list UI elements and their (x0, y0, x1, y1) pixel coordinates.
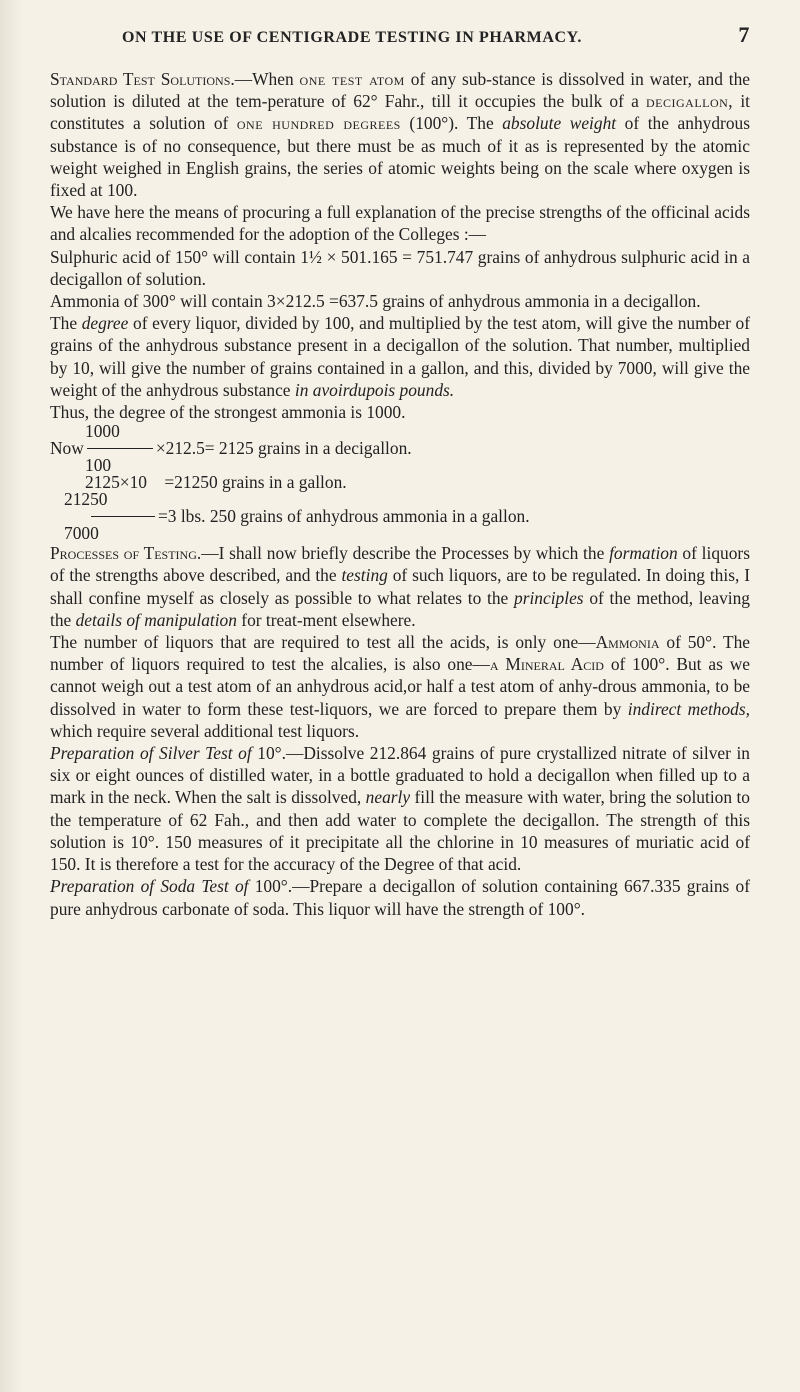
calc-now: Now (50, 438, 84, 459)
fraction-numerator-1000: 1000 (85, 421, 120, 442)
running-header (122, 22, 750, 48)
paragraph-degree-rule: The degree of every liquor, divided by 100, and multiplied by the test atom, will give the number of grains of the anhydrous substance present in a decigallon of the solution. That number, multiplied by 10, will give the number of grains contained in a gallon, and this, divided by 7000, will give the weight of the anhydrous substance in avoirdupois pounds. (50, 313, 750, 400)
calc-decigallon: ×212.5= 2125 grains in a decigallon. (155, 438, 412, 459)
paragraph-processes-of-testing: Processes of Testing.—I shall now briefly describe the Processes by which the formation of liquors of the strengths above described, and the testing of such liquors, are to be regulated. In doing this, I shall confine myself as closely as possible to what relates to the principles of the method, leaving the details of manipulation for treat-ment elsewhere. (50, 543, 750, 630)
fraction-numerator-21250: 21250 (64, 489, 108, 510)
page-body (50, 68, 750, 920)
fraction-denominator-100: 100 (85, 455, 112, 476)
page-gutter-shadow (0, 0, 22, 1392)
paragraph-sulphuric-acid: Sulphuric acid of 150° will contain 1½ × 501.165 = 751.747 grains of anhydrous sulphuric acid in a decigallon of solution. (50, 246, 750, 289)
paragraph-number-of-liquors: The number of liquors that are required to test all the acids, is only one—Ammonia of 50°. The number of liquors required to test the alcalies, is also one—a Mineral Acid of 100°. But as we cannot weigh out a test atom of an anhydrous acid,or half a test atom of anhy-drous ammonia, to be dissolved in water to form these test-liquors, we are forced to prepare them by indirect methods, which require several additional test liquors. (50, 632, 750, 741)
paragraph-silver-test: Preparation of Silver Test of 10°.—Dissolve 212.864 grains of pure crystallized nitrate of silver in six or eight ounces of distilled water, in a bottle graduated to hold a decigallon when filled up to a mark in the neck. When the salt is dissolved, nearly fill the measure with water, bring the solution to the temperature of 62 Fah., and then add water to complete the decigallon. The strength of this solution is 10°. 150 measures of it precipitate all the chlorine in 10 measures of muriatic acid of 150. It is therefore a test for the accuracy of the Degree of that acid. (50, 743, 750, 875)
paragraph-ammonia: Ammonia of 300° will contain 3×212.5 =637.5 grains of anhydrous ammonia in a decigallon. (50, 291, 701, 312)
fraction-bar-1 (87, 448, 153, 449)
fraction-denominator-7000: 7000 (64, 523, 99, 544)
section-heading-processes-of-testing: Processes of Testing. (50, 543, 202, 564)
paragraph-soda-test: Preparation of Soda Test of 100°.—Prepare a decigallon of solution containing 667.335 grains of pure anhydrous carbonate of soda. This liquor will have the strength of 100°. (50, 876, 750, 919)
paragraph-standard-test-solutions: Standard Test Solutions.—When one test atom of any sub-stance is dissolved in water, and the solution is diluted at the tem-perature of 62° Fahr., till it occupies the bulk of a decigallon, it constitutes a solution of one hundred degrees (100°). The absolute weight of the anhydrous substance is of no consequence, but there must be as much of it as is represented by the atomic weight weighed in English grains, the series of atomic weights being on the scale where oxygen is fixed at 100. (50, 69, 751, 201)
fraction-bar-2 (91, 516, 155, 517)
calc-gallon: 2125×10 =21250 grains in a gallon. (85, 472, 347, 493)
page-number: 7 (738, 22, 750, 47)
section-heading-silver-test: Preparation of Silver Test of (50, 743, 252, 764)
worked-calculation (50, 423, 750, 542)
running-title: ON THE USE OF CENTIGRADE TESTING IN PHARMACY. (122, 29, 582, 46)
paragraph-strongest-ammonia: Thus, the degree of the strongest ammonia is 1000. (50, 402, 406, 423)
section-heading-standard-test-solutions: Standard Test Solutions. (50, 69, 235, 89)
calc-pounds: =3 lbs. 250 grains of anhydrous ammonia in a gallon. (158, 506, 530, 527)
paragraph-explanation: We have here the means of procuring a full explanation of the precise strengths of the officinal acids and alcalies recommended for the adoption of the Colleges :— (50, 202, 750, 245)
section-heading-soda-test: Preparation of Soda Test of (50, 876, 249, 897)
